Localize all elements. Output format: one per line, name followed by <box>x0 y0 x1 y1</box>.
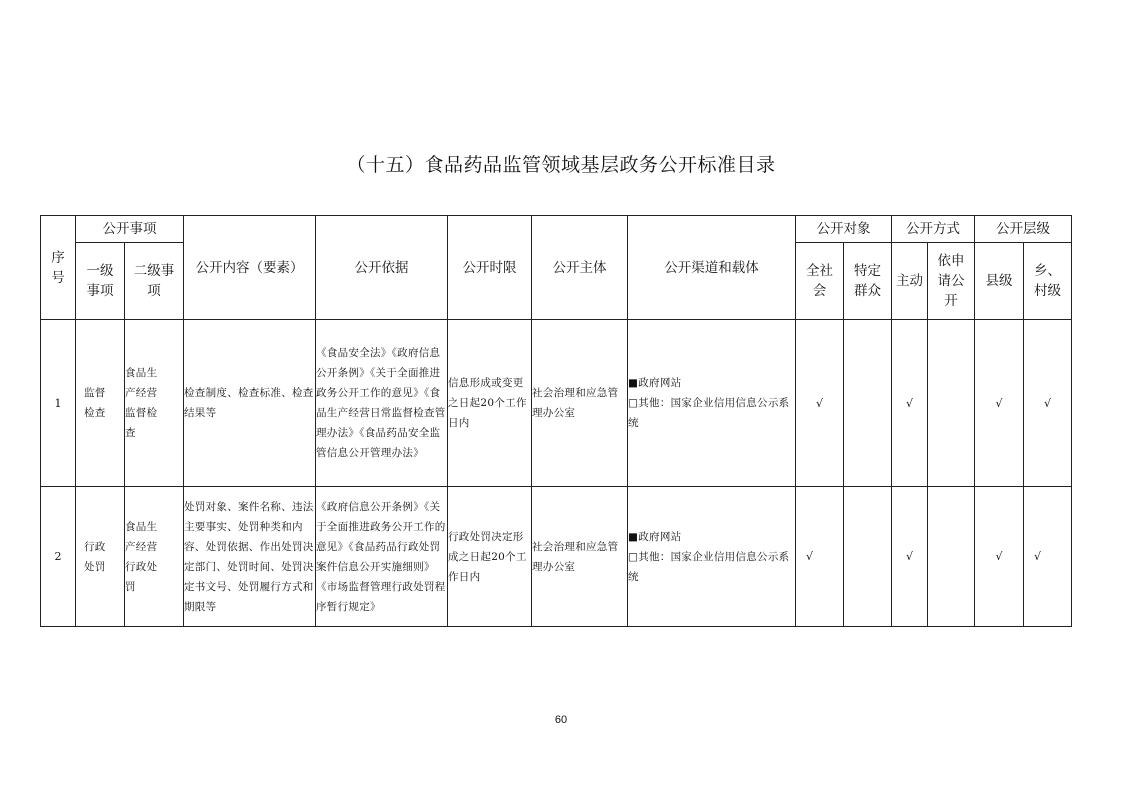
check-method-active: √ <box>892 320 928 487</box>
row-subject: 社会治理和应急管理办公室 <box>532 487 628 627</box>
row-channel <box>628 320 796 487</box>
channel-website: ■政府网站 <box>628 530 682 543</box>
row-level1: 监督 检查 <box>76 320 125 487</box>
header-target-all: 全社会 <box>796 243 844 320</box>
row-level1: 行政 处罚 <box>76 487 125 627</box>
row-time-limit: 行政处罚决定形成之日起20个工作日内 <box>448 487 532 627</box>
header-target: 公开对象 <box>796 216 892 243</box>
header-subject: 公开主体 <box>532 216 628 320</box>
table-row <box>41 320 1072 487</box>
channel-other: □其他：国家企业信用信息公示系统 <box>628 397 790 429</box>
check-method-request <box>928 487 975 627</box>
header-level2: 二级事项 <box>125 243 184 320</box>
check-level-town: √ <box>1024 487 1072 627</box>
row-time-limit: 信息形成或变更之日起20个工作日内 <box>448 320 532 487</box>
header-method: 公开方式 <box>892 216 975 243</box>
channel-other: □其他：国家企业信用信息公示系统 <box>628 550 790 583</box>
header-method-active: 主动 <box>892 243 928 320</box>
header-method-request: 依申请公开 <box>928 243 975 320</box>
check-level-county: √ <box>975 320 1024 487</box>
row-seq: 1 <box>41 320 76 487</box>
header-seq: 序号 <box>41 216 76 320</box>
header-channel: 公开渠道和载体 <box>628 216 796 320</box>
check-method-active: √ <box>892 487 928 627</box>
row-level2: 食品生 产经营 监督检 查 <box>125 320 184 487</box>
page-number: 60 <box>554 714 568 726</box>
disclosure-standard-table <box>40 215 1072 627</box>
row-content: 检查制度、检查标准、检查结果等 <box>184 320 316 487</box>
table-row <box>41 487 1072 627</box>
row-level2: 食品生 产经营 行政处 罚 <box>125 487 184 627</box>
row-basis: 《政府信息公开条例》《关于全面推进政务公开工作的意见》《食品药品行政处罚案件信息公开实施细则》《市场监督管理行政处罚程序暂行规定》 <box>316 487 448 627</box>
row-seq: 2 <box>41 487 76 627</box>
check-target-specific <box>844 320 892 487</box>
row-subject: 社会治理和应急管理办公室 <box>532 320 628 487</box>
check-target-all: √ <box>796 320 844 487</box>
row-basis: 《食品安全法》《政府信息公开条例》《关于全面推进政务公开工作的意见》《食品生产经营日常监督检查管理办法》《食品药品安全监管信息公开管理办法》 <box>316 320 448 487</box>
check-target-specific <box>844 487 892 627</box>
header-target-specific: 特定群众 <box>844 243 892 320</box>
header-time-limit: 公开时限 <box>448 216 532 320</box>
header-public-matter: 公开事项 <box>76 216 184 243</box>
header-basis: 公开依据 <box>316 216 448 320</box>
header-level: 公开层级 <box>975 216 1072 243</box>
header-content: 公开内容（要素） <box>184 216 316 320</box>
check-level-county: √ <box>975 487 1024 627</box>
row-content: 处罚对象、案件名称、违法主要事实、处罚种类和内容、处罚依据、作出处罚决定部门、处罚时间、处罚决定书文号、处罚履行方式和期限等 <box>184 487 316 627</box>
header-level-town: 乡、村级 <box>1024 243 1072 320</box>
header-level1: 一级事项 <box>76 243 125 320</box>
check-target-all: √ <box>796 487 844 627</box>
page-title: （十五）食品药品监管领域基层政务公开标准目录 <box>346 154 776 176</box>
header-level-county: 县级 <box>975 243 1024 320</box>
row-channel <box>628 487 796 627</box>
check-level-town: √ <box>1024 320 1072 487</box>
channel-website: ■政府网站 <box>628 377 682 389</box>
check-method-request <box>928 320 975 487</box>
